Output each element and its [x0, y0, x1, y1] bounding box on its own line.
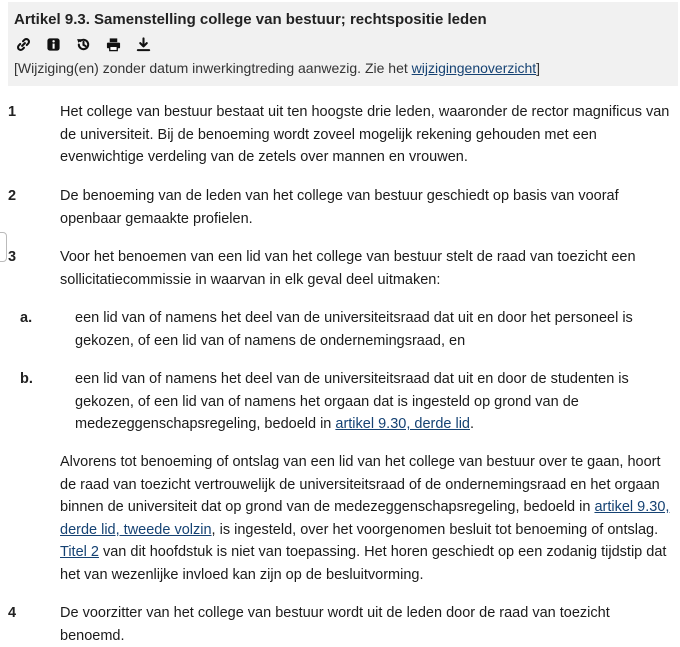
member-text: Voor het benoemen van een lid van het college van bestuur stelt de raad van toezicht een sollicitatiecommissie in waarvan in elk geval deel uitmaken:: [60, 249, 636, 288]
closing-part: Alvorens tot benoeming of ontslag van een lid van het college van bestuur over te gaan, hoort de raad van toezicht vertrouwelijk de universiteitsraad of de ondernemingsraad en het orgaan binnen de universiteit dat op grond van de medezeggenschapsregeling, bedoeld in: [60, 454, 661, 515]
closing-text: [60, 451, 672, 586]
print-icon: [106, 37, 121, 52]
info-button[interactable]: [46, 35, 76, 53]
notice-suffix: ]: [536, 60, 541, 76]
article-9-30-second-sentence-link[interactable]: artikel 9.30, derde lid, tweede volzin: [60, 499, 670, 538]
closing-part: van dit hoofdstuk is niet van toepassing. Het horen geschiedt op een zodanig tijdstip dat het van wezenlijke invloed kan zijn op de besluitvorming.: [60, 544, 667, 583]
link-icon: [16, 37, 31, 52]
info-icon: [46, 37, 61, 52]
side-panel-handle[interactable]: [0, 232, 7, 262]
member-number: 3: [8, 249, 17, 265]
download-icon: [136, 37, 151, 52]
member-number: 2: [8, 188, 17, 204]
history-icon: [76, 37, 91, 52]
closing-part: , is ingesteld, over het voorgenomen besluit tot benoeming of ontslag.: [211, 521, 659, 538]
list-item-body: een lid van of namens het deel van de universiteitsraad dat uit en door de studenten is gekozen, of een lid van of namens het orgaan dat is ingesteld op grond van de medezeggenschapsregeling, bedoeld in: [75, 371, 629, 432]
member-text: Het college van bestuur bestaat uit ten hoogste drie leden, waaronder de rector magnificus van de universiteit. Bij de benoeming wordt zoveel mogelijk rekening gehouden met een evenwichtige verdeling van de zetels over mannen en vrouwen.: [60, 104, 670, 165]
member-number: 1: [8, 104, 17, 120]
list-item-label: b.: [20, 371, 33, 387]
member-number: 4: [8, 605, 17, 621]
permalink-button[interactable]: [16, 35, 46, 53]
download-button[interactable]: [136, 35, 166, 53]
article-title: Artikel 9.3. Samenstelling college van bestuur; rechtspositie leden: [14, 11, 487, 28]
list-item-text: [75, 368, 672, 436]
list-item-text: een lid van of namens het deel van de universiteitsraad dat uit en door het personeel is gekozen, of een lid van of namens de ondernemingsraad, en: [75, 310, 633, 349]
article-toolbar: [16, 35, 166, 53]
list-item-suffix: .: [470, 416, 475, 432]
list-item-label: a.: [20, 310, 33, 326]
article-header: [8, 2, 678, 86]
notice-text: [Wijziging(en) zonder datum inwerkingtreding aanwezig. Zie het: [14, 60, 412, 76]
member-text: De benoeming van de leden van het college van bestuur geschiedt op basis van vooraf openbaar gemaakte profielen.: [60, 188, 619, 227]
member-text: De voorzitter van het college van bestuur wordt uit de leden door de raad van toezicht benoemd.: [60, 605, 610, 644]
title-2-link[interactable]: Titel 2: [60, 544, 99, 560]
article-9-30-link[interactable]: artikel 9.30, derde lid: [335, 416, 470, 432]
amendments-overview-link[interactable]: wijzigingenoverzicht: [411, 60, 537, 76]
history-button[interactable]: [76, 35, 106, 53]
print-button[interactable]: [106, 35, 136, 53]
amendment-notice: [14, 60, 540, 76]
